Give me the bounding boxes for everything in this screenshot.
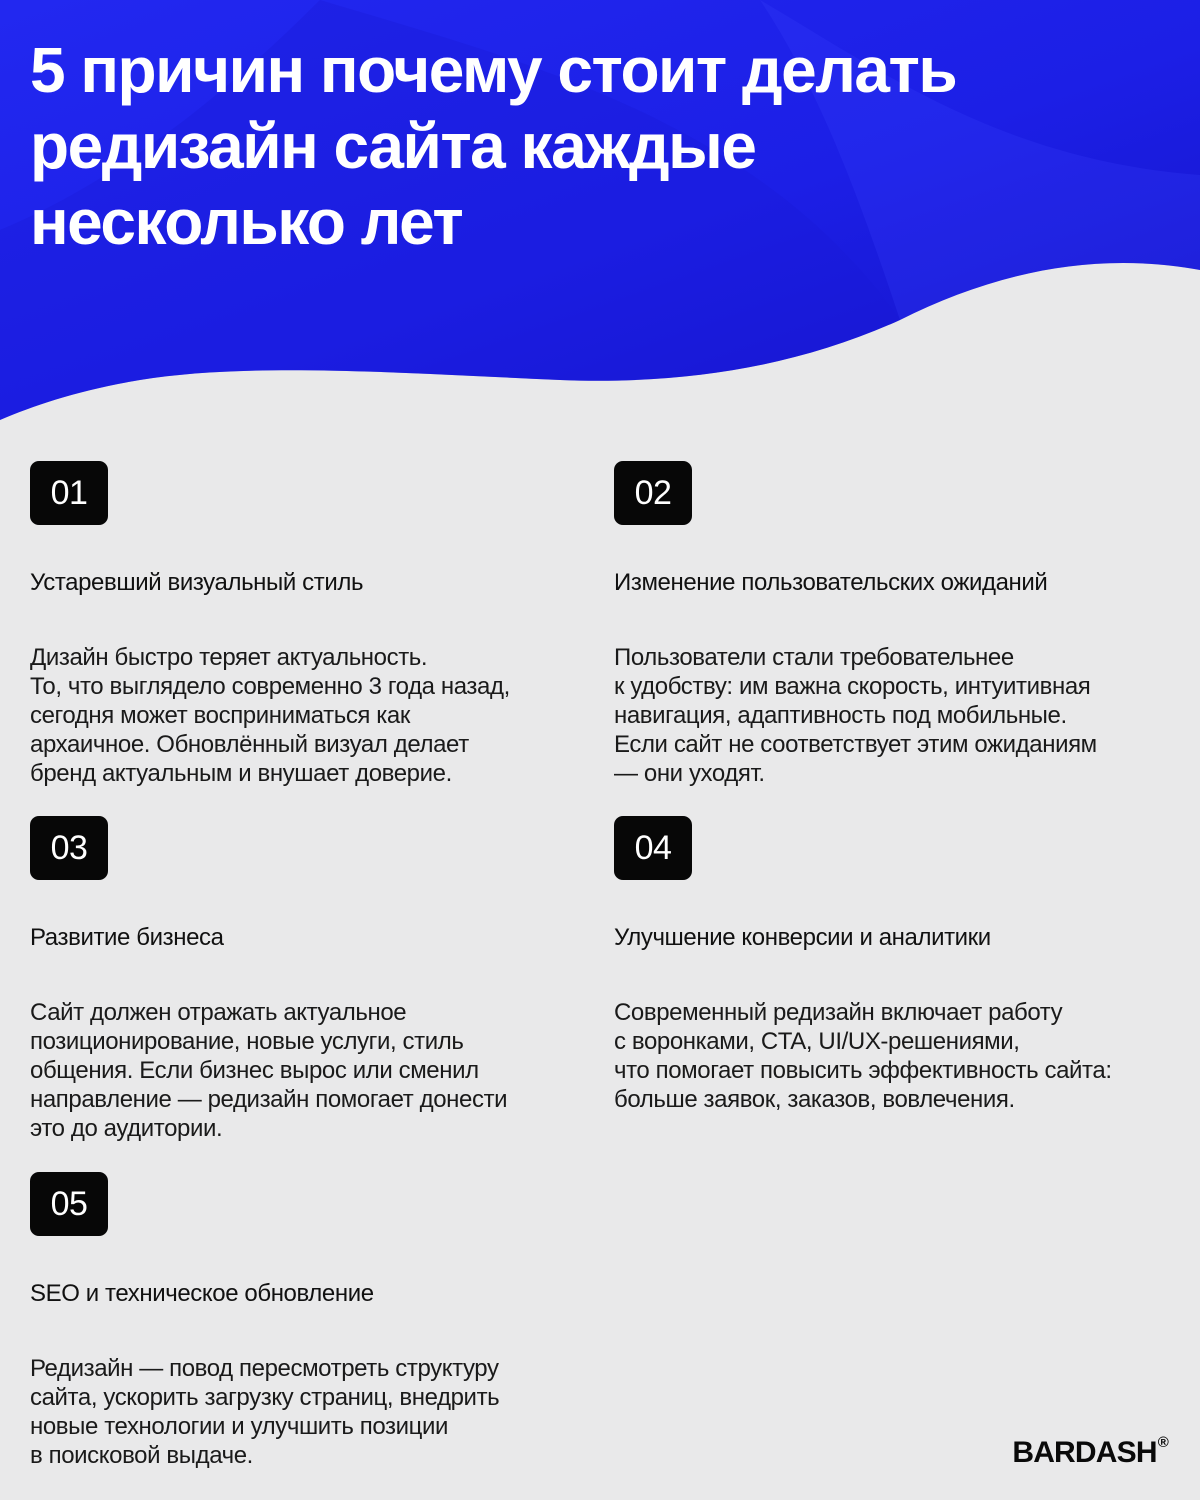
description-line: То, что выглядело современно 3 года назад, [30, 673, 510, 700]
description-line: новые технологии и улучшить позиции [30, 1413, 449, 1440]
description-line: общения. Если бизнес вырос или сменил [30, 1057, 479, 1084]
description-line: сегодня может восприниматься как [30, 702, 410, 729]
reason-title: Улучшение конверсии и аналитики [614, 924, 991, 951]
number-badge: 02 [614, 461, 692, 525]
reason-description [614, 998, 1174, 1114]
reason-item-03 [30, 816, 590, 1143]
description-line: Сайт должен отражать актуальное [30, 999, 407, 1026]
description-line: больше заявок, заказов, вовлечения. [614, 1086, 1015, 1113]
description-line: Дизайн быстро теряет актуальность. [30, 644, 428, 671]
reason-item-04 [614, 816, 1174, 1114]
reason-item-02 [614, 461, 1174, 788]
brand-logo [1012, 1436, 1168, 1470]
registered-mark: ® [1157, 1434, 1168, 1451]
brand-name: BARDASH [1012, 1436, 1157, 1469]
description-line: направление — редизайн помогает донести [30, 1086, 508, 1113]
description-line: что помогает повысить эффективность сайта: [614, 1057, 1112, 1084]
description-line: Редизайн — повод пересмотреть структуру [30, 1355, 499, 1382]
page-title [30, 32, 1110, 260]
reason-item-05 [30, 1172, 590, 1470]
reason-description [614, 643, 1174, 788]
description-line: позиционирование, новые услуги, стиль [30, 1028, 464, 1055]
title-line: несколько лет [30, 186, 463, 258]
number-badge: 01 [30, 461, 108, 525]
reason-description [30, 643, 590, 788]
reason-title: Развитие бизнеса [30, 924, 224, 951]
description-line: навигация, адаптивность под мобильные. [614, 702, 1067, 729]
description-line: с воронками, CTA, UI/UX-решениями, [614, 1028, 1020, 1055]
number-badge: 05 [30, 1172, 108, 1236]
description-line: Пользователи стали требовательнее [614, 644, 1014, 671]
description-line: архаичное. Обновлённый визуал делает [30, 731, 469, 758]
reason-title: Изменение пользовательских ожиданий [614, 569, 1048, 596]
description-line: в поисковой выдаче. [30, 1442, 253, 1469]
title-line: 5 причин почему стоит делать [30, 34, 957, 106]
reason-title: Устаревший визуальный стиль [30, 569, 364, 596]
description-line: сайта, ускорить загрузку страниц, внедрить [30, 1384, 500, 1411]
title-line: редизайн сайта каждые [30, 110, 756, 182]
description-line: бренд актуальным и внушает доверие. [30, 760, 452, 787]
reason-title: SEO и техническое обновление [30, 1280, 374, 1307]
number-badge: 03 [30, 816, 108, 880]
description-line: Современный редизайн включает работу [614, 999, 1063, 1026]
reason-description [30, 1354, 590, 1470]
number-badge: 04 [614, 816, 692, 880]
description-line: к удобству: им важна скорость, интуитивная [614, 673, 1091, 700]
description-line: это до аудитории. [30, 1115, 223, 1142]
description-line: Если сайт не соответствует этим ожиданиям [614, 731, 1097, 758]
reason-item-01 [30, 461, 590, 788]
description-line: — они уходят. [614, 760, 765, 787]
reason-description [30, 998, 590, 1143]
